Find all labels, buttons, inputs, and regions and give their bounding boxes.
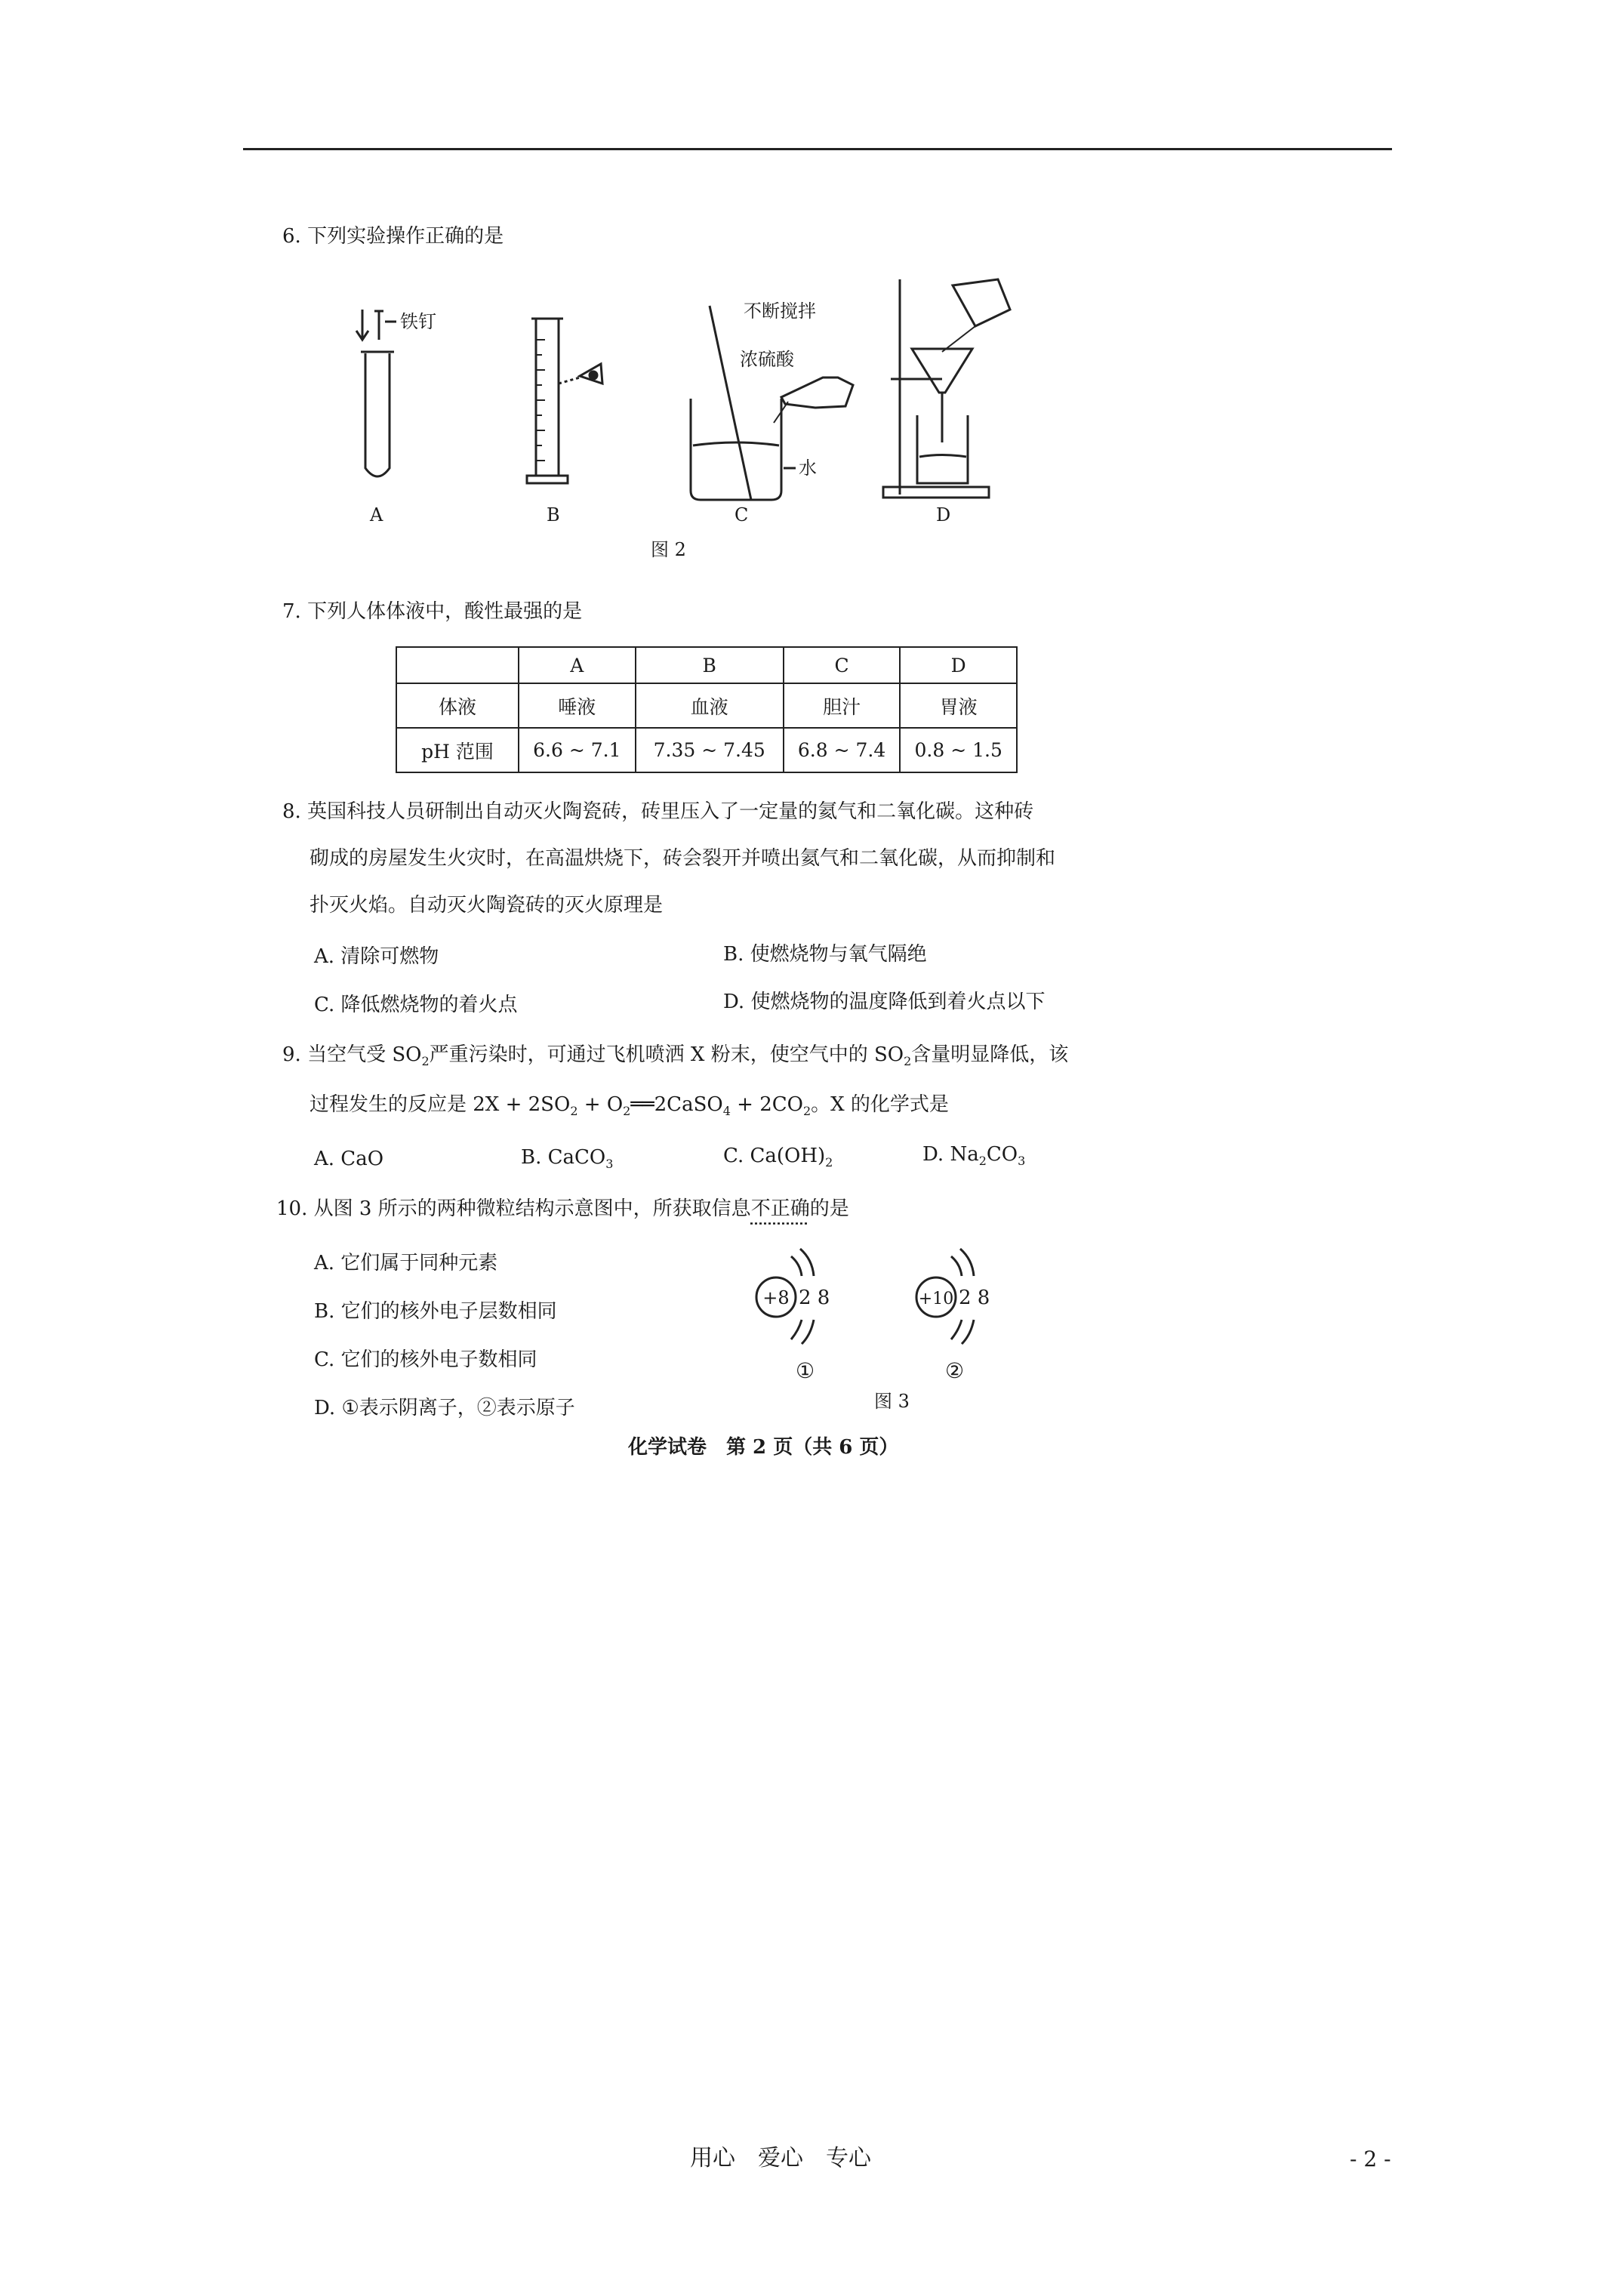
table-cell	[396, 647, 519, 683]
q8-line-3: 扑灭火焰。自动灭火陶瓷砖的灭火原理是	[310, 894, 664, 917]
table-cell: pH 范围	[396, 728, 519, 772]
table-cell: 7.35 ~ 7.45	[636, 728, 784, 772]
ph-range-table	[396, 646, 1018, 773]
label-stir: 不断搅拌	[744, 300, 816, 322]
apparatus-d-filtration	[883, 279, 1010, 498]
q8-option-c: C. 降低燃烧物的着火点	[314, 994, 518, 1016]
q8-line-2: 砌成的房屋发生火灾时，在高温烘烧下，砖会裂开并喷出氦气和二氧化碳，从而抑制和	[310, 847, 1056, 870]
q6-option-c: C	[735, 504, 749, 525]
table-cell: 6.6 ~ 7.1	[519, 728, 636, 772]
q8-option-b: B. 使燃烧物与氧气隔绝	[723, 943, 927, 966]
table-cell: 0.8 ~ 1.5	[900, 728, 1017, 772]
table-cell: 唾液	[519, 683, 636, 728]
apparatus-b-cylinder	[527, 319, 602, 483]
table-header-cell: D	[900, 647, 1017, 683]
motto: 用心 爱心 专心	[690, 2145, 871, 2171]
header-rule	[243, 148, 1392, 150]
q8-option-d: D. 使燃烧物的温度降低到着火点以下	[723, 991, 1046, 1013]
table-cell: 体液	[396, 683, 519, 728]
q8-option-a: A. 清除可燃物	[314, 945, 439, 968]
particle-2-shells: 2 8	[959, 1287, 990, 1309]
page-number: - 2 -	[1350, 2147, 1391, 2171]
table-row	[396, 728, 1017, 772]
particle-1-shells: 2 8	[799, 1287, 830, 1309]
q9-option-c: C. $Ca(OH)_2$	[723, 1145, 833, 1170]
q9-line-1: 9. 当空气受 $SO_2$严重污染时，可通过飞机喷洒 X 粉末，使空气中的 $SO_2$含量明显降低，该	[282, 1043, 1069, 1069]
figure-2-apparatus	[332, 264, 1057, 551]
q10-option-b: B. 它们的核外电子层数相同	[314, 1300, 557, 1323]
particle-2-nucleus: +10	[918, 1290, 954, 1308]
particle-2-mark: ②	[945, 1358, 965, 1383]
q9-option-b: B. CaCO$_3$	[521, 1146, 614, 1172]
q7-stem: 7. 下列人体体液中，酸性最强的是	[282, 600, 583, 623]
q10-stem: 10. 从图 3 所示的两种微粒结构示意图中，所获取信息不正确的是	[276, 1197, 849, 1220]
q10-option-a: A. 它们属于同种元素	[314, 1252, 498, 1274]
table-header-cell: B	[636, 647, 784, 683]
q10-option-c: C. 它们的核外电子数相同	[314, 1348, 537, 1371]
q6-stem: 6. 下列实验操作正确的是	[282, 225, 504, 248]
table-cell: 血液	[636, 683, 784, 728]
figure-3-particles	[747, 1246, 1034, 1397]
figure-2-caption: 图 2	[651, 539, 686, 560]
label-water: 水	[799, 458, 817, 479]
figure-3-caption: 图 3	[874, 1391, 910, 1412]
q9-option-d: D. $Na_2CO_3$	[922, 1143, 1026, 1169]
emphasis-dotted: 不正确	[750, 1197, 810, 1220]
q8-line-1: 8. 英国科技人员研制出自动灭火陶瓷砖，砖里压入了一定量的氦气和二氧化碳。这种砖	[282, 800, 1034, 823]
page-footer: 化学试卷 第 2 页（共 6 页）	[628, 1436, 899, 1459]
apparatus-c-dilution	[691, 306, 853, 500]
q9-line-2: 过程发生的反应是 $2X + 2SO_2$ + $O_2══2CaSO_4 + 2CO_2$。X 的化学式是	[310, 1093, 949, 1119]
label-acid: 浓硫酸	[740, 349, 794, 370]
q6-option-b: B	[547, 504, 560, 525]
q9-option-a: A. CaO	[314, 1148, 384, 1170]
q6-option-a: A	[370, 504, 383, 525]
table-header-cell: A	[519, 647, 636, 683]
q10-option-d: D. ①表示阴离子，②表示原子	[314, 1397, 575, 1419]
apparatus-a-test-tube	[356, 310, 396, 476]
table-cell: 6.8 ~ 7.4	[784, 728, 901, 772]
table-row	[396, 683, 1017, 728]
label-iron-nail: 铁钉	[400, 311, 436, 332]
q6-option-d: D	[936, 504, 951, 525]
table-row	[396, 647, 1017, 683]
particle-1-nucleus: +8	[762, 1287, 790, 1308]
table-cell: 胆汁	[784, 683, 901, 728]
table-cell: 胃液	[900, 683, 1017, 728]
table-header-cell: C	[784, 647, 901, 683]
particle-1-mark: ①	[796, 1358, 815, 1383]
